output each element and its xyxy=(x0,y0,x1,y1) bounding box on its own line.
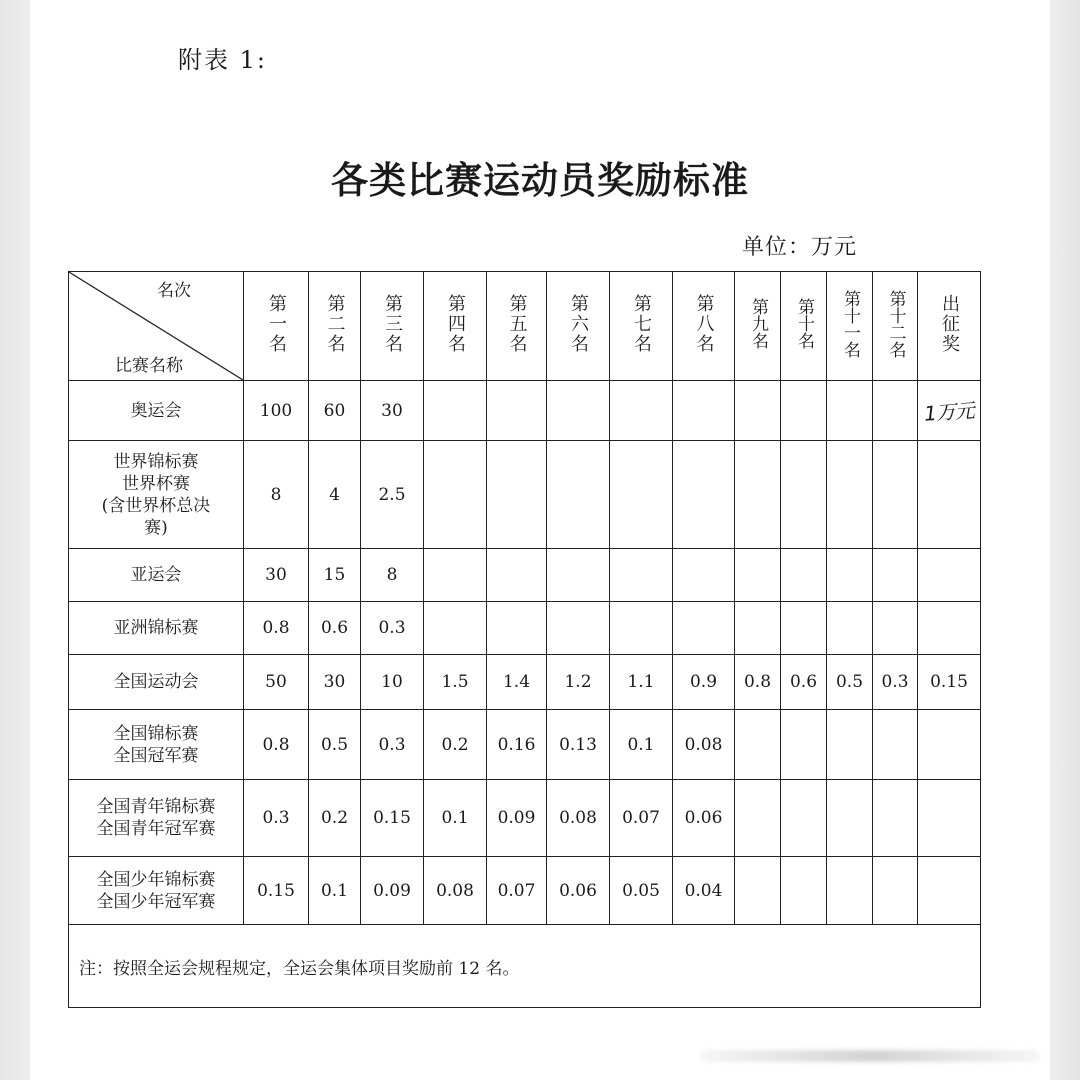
unit-label: 单位：万元 xyxy=(742,235,858,260)
cell-value: 0.08 xyxy=(684,734,723,755)
cell-value: 8 xyxy=(386,565,398,585)
diagonal-header-cell xyxy=(69,272,244,381)
value-cell xyxy=(610,710,673,780)
col-header xyxy=(827,272,873,381)
value-cell xyxy=(547,655,610,710)
value-cell xyxy=(610,381,673,441)
cell-value: 0.3 xyxy=(378,734,406,755)
value-cell xyxy=(918,381,981,441)
event-label: 比赛名称 xyxy=(115,356,183,376)
value-cell xyxy=(244,655,309,710)
table-row xyxy=(69,602,981,655)
event-name-line: 全国运动会 xyxy=(113,672,199,692)
value-cell xyxy=(361,602,424,655)
value-cell xyxy=(424,857,487,925)
cell-value: 50 xyxy=(265,672,287,692)
cell-value: 0.15 xyxy=(930,672,968,692)
cell-value: 0.06 xyxy=(559,880,597,901)
value-cell xyxy=(487,655,547,710)
value-cell xyxy=(424,381,487,441)
col-header-label: 第十名 xyxy=(794,298,814,349)
event-name-line: 亚运会 xyxy=(130,565,182,585)
cell-value: 2.5 xyxy=(378,484,406,505)
value-cell xyxy=(918,780,981,857)
col-header-label: 第十二名 xyxy=(885,289,906,358)
value-cell xyxy=(424,549,487,602)
event-name-line: 亚洲锦标赛 xyxy=(113,618,199,638)
col-header xyxy=(361,272,424,381)
col-header-label: 第八名 xyxy=(693,293,715,354)
event-name-line: 全国冠军赛 xyxy=(113,745,199,766)
value-cell xyxy=(424,655,487,710)
event-name-line: 全国青年冠军赛 xyxy=(96,819,216,839)
cell-value: 0.2 xyxy=(320,808,349,828)
value-cell xyxy=(735,857,781,925)
value-cell xyxy=(781,381,827,441)
value-cell xyxy=(827,710,873,780)
col-header-label: 第一名 xyxy=(266,293,287,354)
value-cell xyxy=(547,857,610,925)
attachment-label: 附表 1: xyxy=(178,46,267,74)
cell-value: 30 xyxy=(323,672,346,692)
cell-value: 0.1 xyxy=(627,734,655,755)
value-cell xyxy=(244,441,309,549)
cell-value: 30 xyxy=(381,400,403,421)
value-cell xyxy=(873,549,918,602)
value-cell xyxy=(673,602,735,655)
cell-value: 0.3 xyxy=(881,672,909,692)
value-cell xyxy=(827,441,873,549)
event-name-cell xyxy=(69,780,244,857)
value-cell xyxy=(673,857,735,925)
value-cell xyxy=(487,857,547,925)
col-header-label: 第十一名 xyxy=(840,289,860,358)
value-cell xyxy=(827,780,873,857)
cell-value: 4 xyxy=(329,484,340,505)
value-cell xyxy=(673,549,735,602)
value-cell xyxy=(735,381,781,441)
value-cell xyxy=(309,441,361,549)
value-cell xyxy=(873,602,918,655)
value-cell xyxy=(610,602,673,655)
value-cell xyxy=(918,602,981,655)
col-header xyxy=(244,272,309,381)
cell-value: 0.08 xyxy=(559,808,597,828)
event-name-cell xyxy=(69,381,244,441)
value-cell xyxy=(735,441,781,549)
cell-value: 0.3 xyxy=(378,618,406,638)
table-body xyxy=(69,381,981,925)
value-cell xyxy=(610,549,673,602)
value-cell xyxy=(547,710,610,780)
col-header xyxy=(781,272,827,381)
cell-value: 1.4 xyxy=(502,672,531,692)
cell-value: 0.06 xyxy=(684,808,723,828)
table-row xyxy=(69,710,981,780)
cell-value: 0.07 xyxy=(497,880,536,901)
value-cell xyxy=(827,549,873,602)
value-cell xyxy=(873,655,918,710)
event-name-line: 全国锦标赛 xyxy=(113,723,199,744)
col-header xyxy=(918,272,981,381)
cell-value: 0.9 xyxy=(689,672,718,692)
value-cell xyxy=(918,549,981,602)
cell-value: 0.13 xyxy=(559,734,597,755)
value-cell xyxy=(781,549,827,602)
cell-value: 0.05 xyxy=(622,880,660,901)
table-row xyxy=(69,655,981,710)
cell-value: 0.2 xyxy=(441,734,469,755)
value-cell xyxy=(547,441,610,549)
value-cell xyxy=(873,780,918,857)
col-header-label: 第二名 xyxy=(324,293,346,354)
value-cell xyxy=(735,549,781,602)
event-name-cell xyxy=(69,655,244,710)
value-cell xyxy=(487,780,547,857)
event-name-line: 奥运会 xyxy=(130,400,182,421)
cell-value: 0.5 xyxy=(835,672,864,692)
cell-value: 0.8 xyxy=(743,672,772,692)
table-row xyxy=(69,857,981,925)
table-note: 注：按照全运会规程规定，全运会集体项目奖励前 12 名。 xyxy=(69,925,981,1008)
value-cell xyxy=(873,710,918,780)
cell-value: 0.3 xyxy=(262,808,290,828)
value-cell xyxy=(781,602,827,655)
event-name-line: 赛) xyxy=(144,517,168,538)
value-cell xyxy=(827,857,873,925)
cell-value: 0.15 xyxy=(373,808,411,828)
value-cell xyxy=(781,780,827,857)
value-cell xyxy=(610,857,673,925)
cell-value: 30 xyxy=(265,565,287,585)
cell-value: 0.6 xyxy=(789,672,818,692)
value-cell xyxy=(424,602,487,655)
value-cell xyxy=(361,710,424,780)
value-cell xyxy=(610,780,673,857)
cell-value: 0.1 xyxy=(441,808,469,828)
value-cell xyxy=(244,381,309,441)
col-header xyxy=(309,272,361,381)
value-cell xyxy=(309,857,361,925)
event-name-cell xyxy=(69,549,244,602)
cell-value: 0.09 xyxy=(373,880,411,901)
value-cell xyxy=(547,381,610,441)
value-cell xyxy=(361,857,424,925)
cell-value: 10 xyxy=(381,672,403,692)
value-cell xyxy=(244,602,309,655)
value-cell xyxy=(735,655,781,710)
cell-value: 1.2 xyxy=(564,672,592,692)
cell-value: 0.8 xyxy=(262,734,290,755)
col-header xyxy=(673,272,735,381)
value-cell xyxy=(424,780,487,857)
value-cell xyxy=(673,780,735,857)
value-cell xyxy=(361,381,424,441)
value-cell xyxy=(487,441,547,549)
col-header-label: 第六名 xyxy=(568,293,589,354)
value-cell xyxy=(547,780,610,857)
value-cell xyxy=(309,655,361,710)
award-standard-table xyxy=(68,271,981,1008)
table-row xyxy=(69,441,981,549)
col-header xyxy=(547,272,610,381)
value-cell xyxy=(673,655,735,710)
value-cell xyxy=(361,441,424,549)
document-title: 各类比赛运动员奖励标准 xyxy=(331,159,749,202)
col-header xyxy=(735,272,781,381)
value-cell xyxy=(244,857,309,925)
event-name-cell xyxy=(69,857,244,925)
value-cell xyxy=(827,655,873,710)
col-header-label: 出征奖 xyxy=(939,293,960,354)
value-cell xyxy=(309,602,361,655)
col-header xyxy=(610,272,673,381)
cell-value: 0.16 xyxy=(497,734,536,755)
cell-value: 0.8 xyxy=(262,618,290,638)
value-cell xyxy=(244,710,309,780)
table-row xyxy=(69,381,981,441)
value-cell xyxy=(361,549,424,602)
cell-value: 0.15 xyxy=(257,880,295,901)
value-cell xyxy=(487,710,547,780)
value-cell xyxy=(673,441,735,549)
value-cell xyxy=(487,602,547,655)
value-cell xyxy=(827,381,873,441)
cell-value: 0.07 xyxy=(622,808,660,828)
col-header-label: 第五名 xyxy=(506,293,528,354)
value-cell xyxy=(781,441,827,549)
value-cell xyxy=(781,710,827,780)
value-cell xyxy=(610,441,673,549)
value-cell xyxy=(918,655,981,710)
value-cell xyxy=(735,602,781,655)
value-cell xyxy=(547,602,610,655)
value-cell xyxy=(673,710,735,780)
value-cell xyxy=(918,710,981,780)
value-cell xyxy=(735,780,781,857)
value-cell xyxy=(309,381,361,441)
col-header-label: 第七名 xyxy=(631,293,652,354)
value-cell xyxy=(361,780,424,857)
value-cell xyxy=(873,441,918,549)
value-cell xyxy=(873,857,918,925)
cell-value: 0.08 xyxy=(436,880,474,901)
value-cell xyxy=(610,655,673,710)
cell-value: 0.6 xyxy=(320,618,349,638)
cell-value: 1.5 xyxy=(441,672,469,692)
cell-value: 0.04 xyxy=(684,880,723,901)
value-cell xyxy=(244,549,309,602)
cell-value: 60 xyxy=(323,400,346,421)
event-name-cell xyxy=(69,441,244,549)
value-cell xyxy=(673,381,735,441)
value-cell xyxy=(309,780,361,857)
table-row xyxy=(69,780,981,857)
col-header-label: 第三名 xyxy=(382,293,403,354)
value-cell xyxy=(873,381,918,441)
value-cell xyxy=(424,441,487,549)
col-header xyxy=(424,272,487,381)
value-cell xyxy=(361,655,424,710)
value-cell xyxy=(735,710,781,780)
note-row xyxy=(69,925,981,1008)
cell-value: 8 xyxy=(270,484,282,505)
handwritten-value: 1万元 xyxy=(923,398,975,426)
cell-value: 1.1 xyxy=(627,672,655,692)
value-cell xyxy=(309,549,361,602)
col-header-label: 第四名 xyxy=(445,293,466,354)
event-name-cell xyxy=(69,602,244,655)
col-header xyxy=(487,272,547,381)
value-cell xyxy=(918,441,981,549)
value-cell xyxy=(918,857,981,925)
cell-value: 100 xyxy=(259,400,293,421)
value-cell xyxy=(487,549,547,602)
event-name-line: 全国少年锦标赛 xyxy=(96,869,216,890)
event-name-cell xyxy=(69,710,244,780)
rank-label: 名次 xyxy=(157,281,191,301)
table-header-row xyxy=(69,272,981,381)
value-cell xyxy=(781,857,827,925)
value-cell xyxy=(547,549,610,602)
value-cell xyxy=(244,780,309,857)
cell-value: 0.1 xyxy=(320,880,349,901)
event-name-line: 全国少年冠军赛 xyxy=(96,891,216,912)
event-name-line: 世界锦标赛 xyxy=(113,451,199,472)
cell-value: 0.5 xyxy=(320,734,349,755)
blurred-watermark xyxy=(700,1050,1040,1062)
cell-value: 15 xyxy=(323,565,346,585)
value-cell xyxy=(487,381,547,441)
value-cell xyxy=(309,710,361,780)
value-cell xyxy=(827,602,873,655)
value-cell xyxy=(424,710,487,780)
event-name-line: 全国青年锦标赛 xyxy=(96,797,216,817)
table-row xyxy=(69,549,981,602)
value-cell xyxy=(781,655,827,710)
col-header xyxy=(873,272,918,381)
cell-value: 0.09 xyxy=(497,808,536,828)
event-name-line: 世界杯赛 xyxy=(122,473,190,494)
col-header-label: 第九名 xyxy=(748,298,768,349)
event-name-line: (含世界杯总决 xyxy=(101,495,211,516)
